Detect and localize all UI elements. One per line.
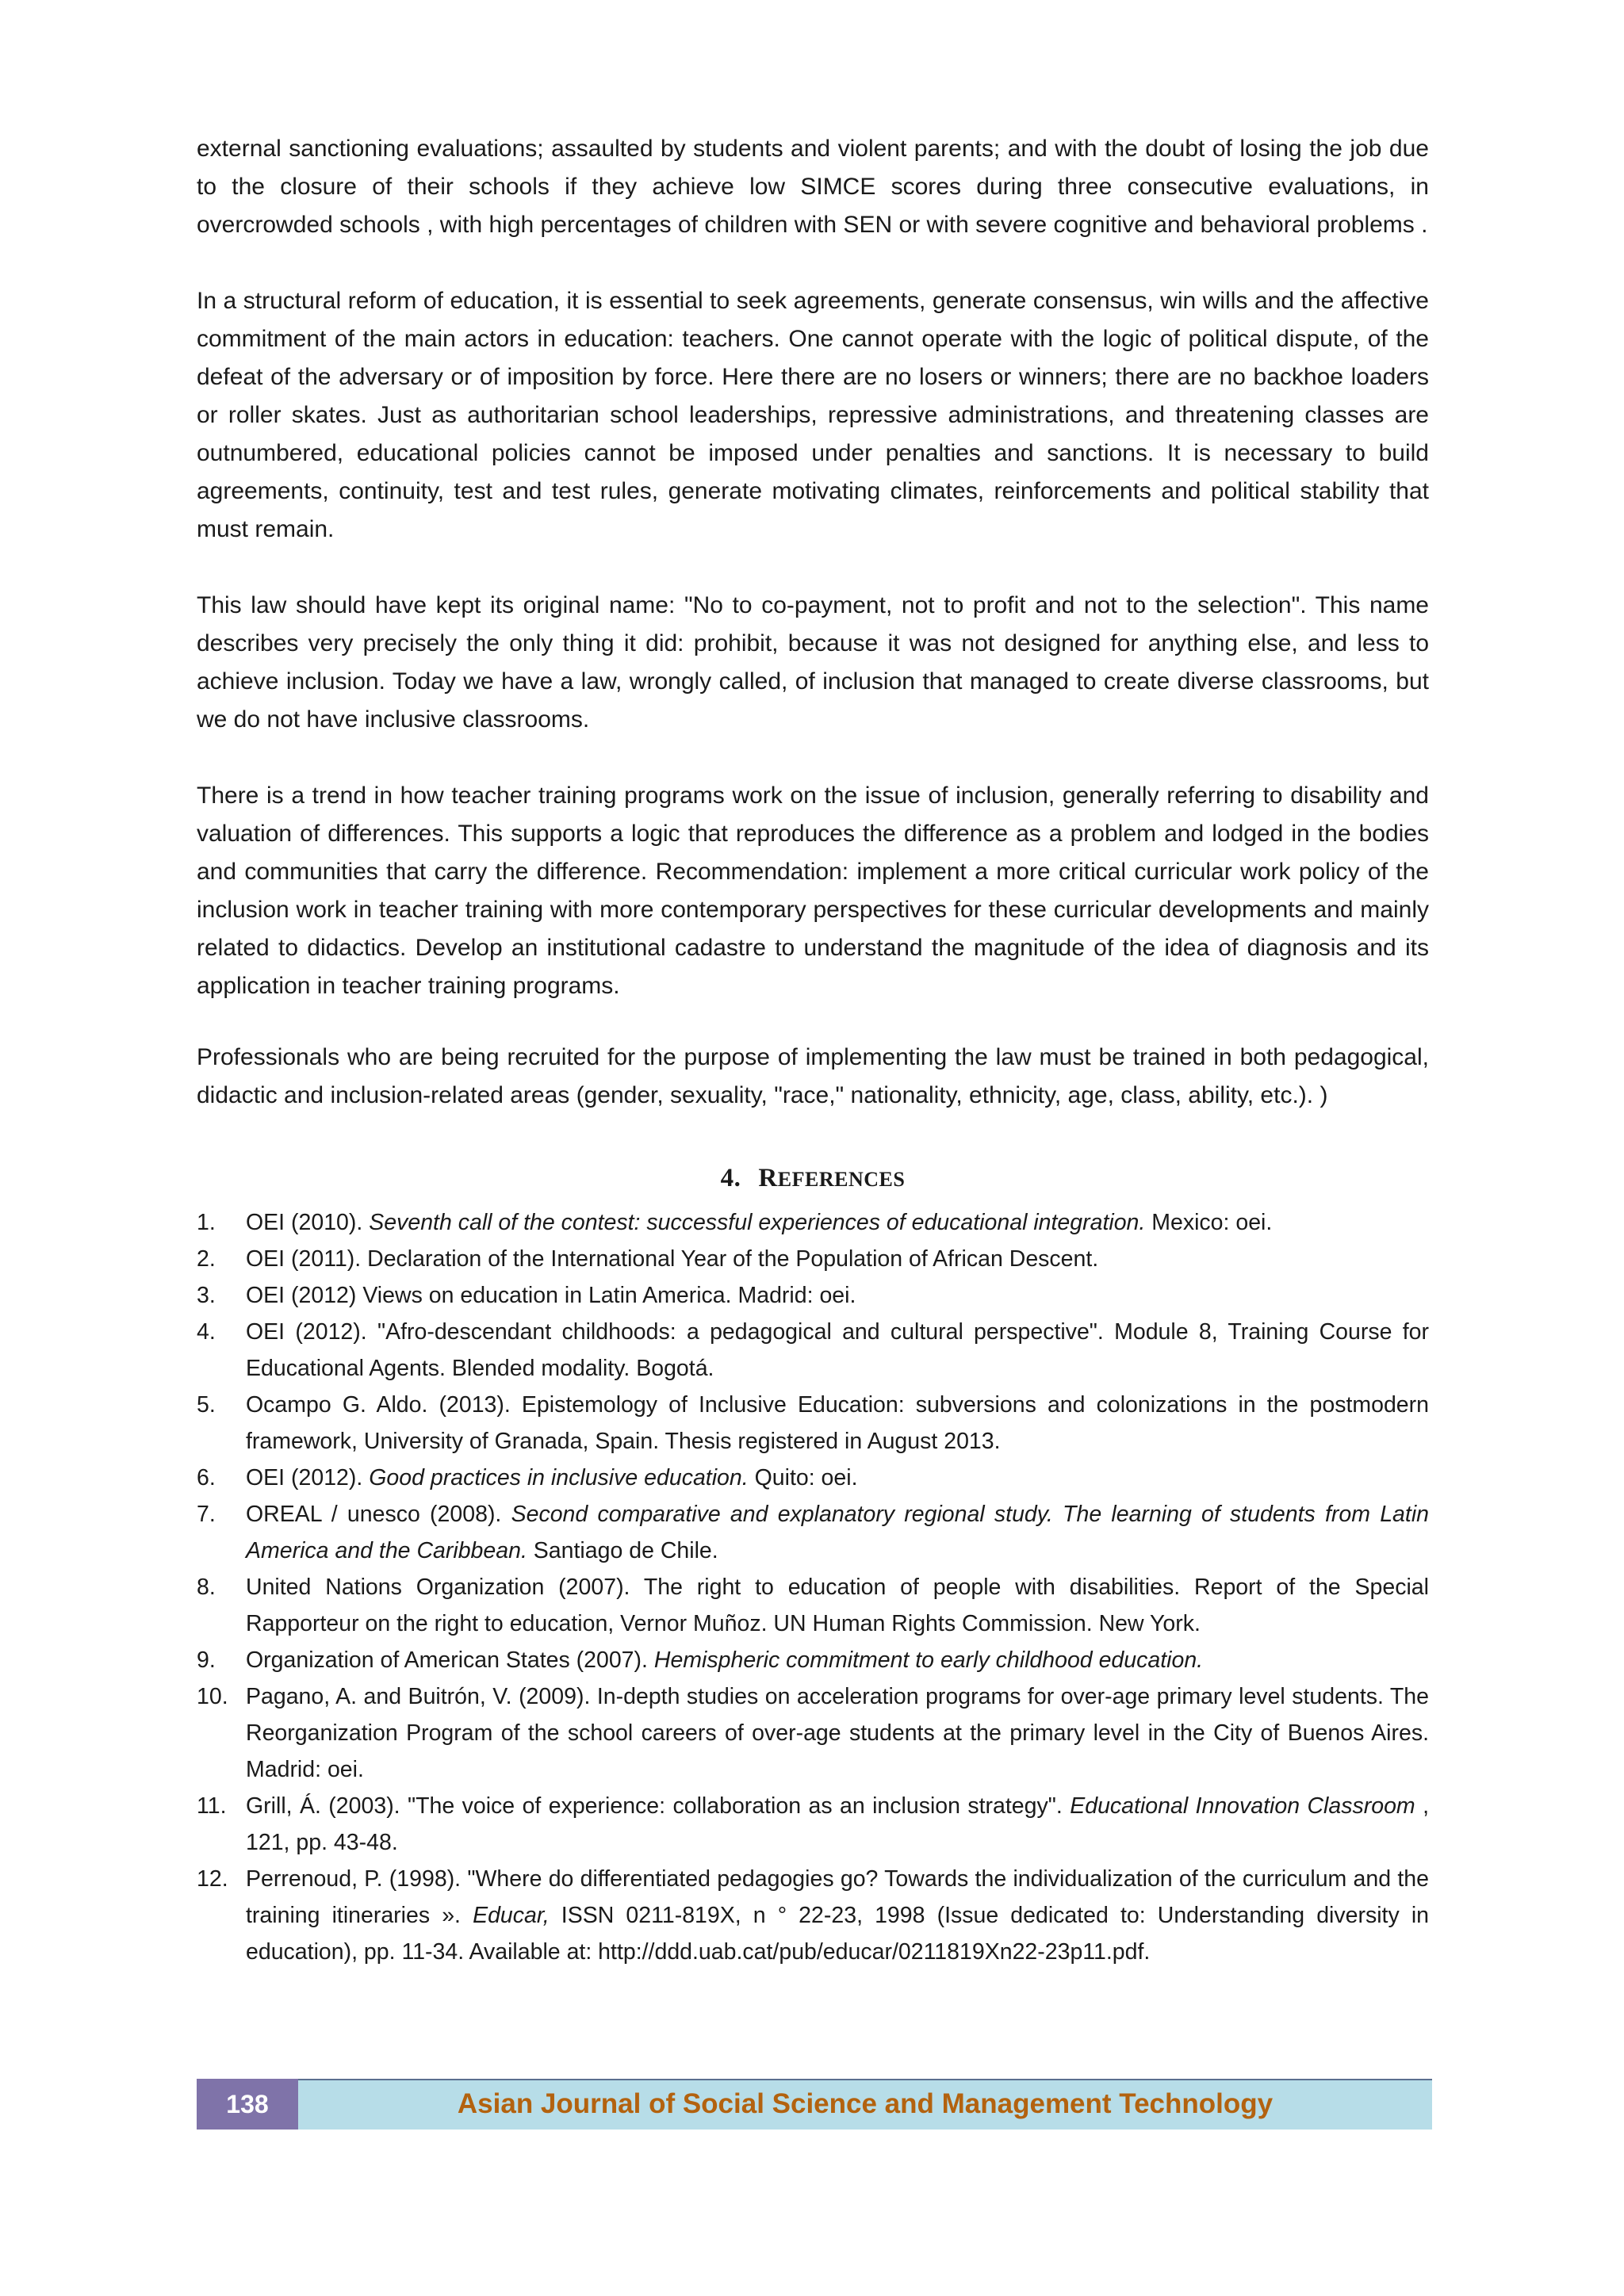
- reference-item: [197, 1678, 1429, 1788]
- heading-rest: EFERENCES: [777, 1168, 906, 1191]
- reference-number: 10.: [197, 1684, 228, 1709]
- reference-number: 9.: [197, 1647, 216, 1673]
- reference-text-tail: Quito: oei.: [748, 1465, 858, 1490]
- reference-number: 1.: [197, 1210, 216, 1235]
- reference-number: 5.: [197, 1392, 216, 1418]
- reference-text: OEI (2012).: [246, 1465, 370, 1490]
- body-paragraph-2: In a structural reform of education, it is essential to seek agreements, generate consensus, win wills and the affective commitment of the main actors in education: teachers. One cannot operate with the logic of political dispute, of the defeat of the adversary or of imposition by force. Here there are no losers or winners; there are no backhoe loaders or roller skates. Just as authoritarian school leaderships, repressive administrations, and threatening classes are outnumbered, educational policies cannot be imposed under penalties and sanctions. It is necessary to build agreements, continuity, test and test rules, generate motivating climates, reinforcements and political stability that must remain.: [197, 288, 1429, 542]
- reference-number: 11.: [197, 1793, 227, 1819]
- reference-item: [197, 1460, 1429, 1496]
- reference-number: 3.: [197, 1283, 216, 1308]
- reference-text: OEI (2012). "Afro-descendant childhoods: a pedagogical and cultural perspective". Module 8, Training Course for Educational Agents. Blended modality. Bogotá.: [246, 1319, 1429, 1381]
- reference-title-italic: Educar,: [473, 1903, 550, 1928]
- reference-item: [197, 1788, 1429, 1861]
- reference-text: Pagano, A. and Buitrón, V. (2009). In-depth studies on acceleration programs for over-age primary level students. The Reorganization Program of the school careers of over-age students at the primary level in the City of Buenos Aires. Madrid: oei.: [246, 1684, 1429, 1782]
- reference-number: 7.: [197, 1502, 216, 1527]
- reference-text-tail: , 121, pp. 43-48.: [246, 1793, 1429, 1855]
- reference-item: [197, 1861, 1429, 1970]
- reference-text: OREAL / unesco (2008).: [246, 1502, 511, 1527]
- reference-text-tail: Mexico: oei.: [1145, 1210, 1273, 1235]
- reference-item: [197, 1387, 1429, 1460]
- reference-item: [197, 1496, 1429, 1569]
- journal-name: Asian Journal of Social Science and Management Technology: [298, 2080, 1432, 2130]
- reference-text: Grill, Á. (2003). "The voice of experience: collaboration as an inclusion strategy".: [246, 1793, 1071, 1819]
- reference-text: OEI (2011). Declaration of the International Year of the Population of African Descent.: [246, 1246, 1099, 1272]
- references-list: [197, 1204, 1429, 1970]
- heading-first-letter: R: [758, 1164, 778, 1192]
- reference-item: [197, 1314, 1429, 1387]
- references-heading: [197, 1164, 1429, 1193]
- reference-item: [197, 1241, 1429, 1277]
- reference-text: Organization of American States (2007).: [246, 1647, 654, 1673]
- reference-text: Ocampo G. Aldo. (2013). Epistemology of Inclusive Education: subversions and colonizations in the postmodern framework, University of Granada, Spain. Thesis registered in August 2013.: [246, 1392, 1429, 1454]
- reference-text-tail: Santiago de Chile.: [527, 1538, 718, 1563]
- section-number: 4.: [720, 1164, 741, 1192]
- body-paragraph-1: external sanctioning evaluations; assaulted by students and violent parents; and with the doubt of losing the job due to the closure of their schools if they achieve low SIMCE scores during three consecutive evaluations, in overcrowded schools , with high percentages of children with SEN or with severe cognitive and behavioral problems .: [197, 136, 1429, 238]
- reference-title-italic: Hemispheric commitment to early childhood education.: [653, 1647, 1204, 1673]
- reference-text: OEI (2010).: [246, 1210, 370, 1235]
- reference-item: [197, 1642, 1429, 1678]
- page-number: 138: [197, 2079, 298, 2130]
- reference-number: 8.: [197, 1575, 216, 1600]
- reference-text: OEI (2012) Views on education in Latin America. Madrid: oei.: [246, 1283, 856, 1308]
- reference-item: [197, 1204, 1429, 1241]
- reference-item: [197, 1569, 1429, 1642]
- page-footer: [197, 2079, 1432, 2130]
- reference-number: 4.: [197, 1319, 216, 1345]
- page-content: [197, 130, 1429, 1970]
- reference-number: 12.: [197, 1866, 228, 1892]
- reference-title-italic: Good practices in inclusive education.: [369, 1465, 749, 1490]
- reference-text-tail: ISSN 0211-819X, n ° 22-23, 1998 (Issue dedicated to: Understanding diversity in education), pp. 11-34. Available at: http://ddd.uab.cat/pub/educar/0211819Xn22-23p11.pdf.: [246, 1903, 1429, 1965]
- reference-title-italic: Educational Innovation Classroom: [1070, 1793, 1415, 1819]
- reference-title-italic: Seventh call of the contest: successful experiences of educational integration.: [369, 1210, 1146, 1235]
- reference-title-italic: Second comparative and explanatory regional study. The learning of students from Latin America and the Caribbean.: [246, 1502, 1430, 1563]
- reference-number: 6.: [197, 1465, 216, 1490]
- body-paragraph-5: Professionals who are being recruited for the purpose of implementing the law must be trained in both pedagogical, didactic and inclusion-related areas (gender, sexuality, "race," nationality, ethnicity, age, class, ability, etc.). ): [197, 1044, 1429, 1108]
- reference-text: Perrenoud, P. (1998). "Where do differentiated pedagogies go? Towards the individualization of the curriculum and the training itineraries ».: [246, 1866, 1429, 1928]
- body-paragraph-3: This law should have kept its original name: "No to co-payment, not to profit and not to the selection". This name describes very precisely the only thing it did: prohibit, because it was not designed for anything else, and less to achieve inclusion. Today we have a law, wrongly called, of inclusion that managed to create diverse classrooms, but we do not have inclusive classrooms.: [197, 592, 1429, 733]
- reference-item: [197, 1277, 1429, 1314]
- reference-number: 2.: [197, 1246, 216, 1272]
- reference-text: United Nations Organization (2007). The right to education of people with disabilities. Report of the Special Rapporteur on the right to education, Vernor Muñoz. UN Human Rights Commission. New York.: [246, 1575, 1429, 1636]
- body-paragraph-4: There is a trend in how teacher training programs work on the issue of inclusion, generally referring to disability and valuation of differences. This supports a logic that reproduces the difference as a problem and lodged in the bodies and communities that carry the difference. Recommendation: implement a more critical curricular work policy of the inclusion work in teacher training with more contemporary perspectives for these curricular developments and mainly related to didactics. Develop an institutional cadastre to understand the magnitude of the idea of diagnosis and its application in teacher training programs.: [197, 783, 1429, 999]
